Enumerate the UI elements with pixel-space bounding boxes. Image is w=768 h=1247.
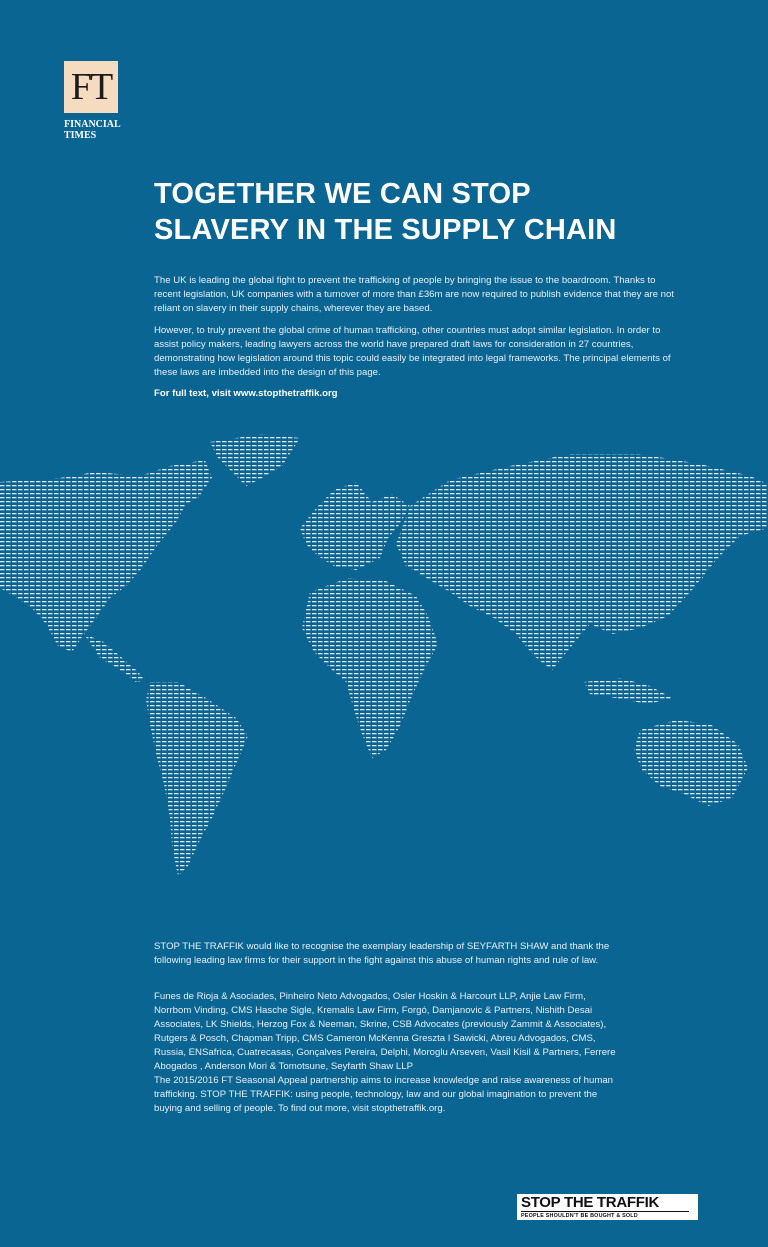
stop-the-traffik-logo bbox=[517, 1194, 698, 1220]
seasonal-appeal-paragraph: The 2015/2016 FT Seasonal Appeal partnership aims to increase knowledge and raise awareness of human trafficking. STOP THE TRAFFIK: using people, technology, law and our global imagination to prevent the buying and selling of people. To find out more, visit stopthetraffik.org. bbox=[154, 1075, 614, 1114]
headline-line2: SLAVERY IN THE SUPPLY CHAIN bbox=[154, 214, 617, 246]
stop-the-traffik-logo-tagline: PEOPLE SHOULDN'T BE BOUGHT & SOLD bbox=[521, 1213, 638, 1219]
world-map bbox=[0, 420, 768, 890]
headline-line1: TOGETHER WE CAN STOP bbox=[154, 178, 531, 210]
intro-paragraph-1: The UK is leading the global fight to prevent the trafficking of people by bringing the issue to the boardroom. Thanks to recent legislation, UK companies with a turnover of more than £36m are now required to publish evidence that they are not reliant on slavery in their supply chains, wherever they are based. bbox=[154, 275, 674, 314]
world-map-typographic-icon bbox=[0, 420, 768, 890]
ft-logo-text: FT bbox=[70, 66, 112, 108]
law-firms-list: Funes de Rioja & Asociades, Pinheiro Neto Advogados, Osler Hoskin & Harcourt LLP, Anjie Law Firm, Norrbom Vinding, CMS Hasche Sigle, Kremalis Law Firm, Forgó, Damjanovic & Partners, Nishith Desai Associates, LK Shields, Herzog Fox & Neeman, Skrine, CSB Advocates (previously Zammit & Associates), Rutgers & Posch, Chapman Tripp, CMS Cameron McKenna Greszta I Sawicki, Abreu Advogados, CMS, Russia, ENSafrica, Cuatrecasas, Gonçalves Pereira, Delphi, Moroglu Arseven, Vasil Kisil & Partners, Ferrere Abogados , Anderson Mori & Tomotsune, Seyfarth Shaw LLP bbox=[154, 991, 616, 1072]
ft-name-line2: TIMES bbox=[64, 130, 97, 141]
stop-the-traffik-logo-main: STOP THE TRAFFIK bbox=[521, 1195, 689, 1212]
headline bbox=[154, 176, 714, 248]
ft-logo bbox=[64, 61, 118, 113]
intro-paragraph-2: However, to truly prevent the global crime of human trafficking, other countries must adopt similar legislation. In order to assist policy makers, leading lawyers across the world have prepared draft laws for consideration in 27 countries, demonstrating how legislation around this topic could easily be integrated into legal frameworks. The principal elements of these laws are imbedded into the design of this page. bbox=[154, 325, 671, 378]
recognition-paragraph-1: STOP THE TRAFFIK would like to recognise the exemplary leadership of SEYFARTH SHAW and thank the following leading law firms for their support in the fight against this abuse of human rights and rule of law. bbox=[154, 941, 610, 966]
full-text-link[interactable]: For full text, visit www.stopthetraffik.org bbox=[154, 388, 338, 399]
ft-name-line1: FINANCIAL bbox=[64, 119, 121, 130]
ft-masthead bbox=[64, 119, 121, 141]
